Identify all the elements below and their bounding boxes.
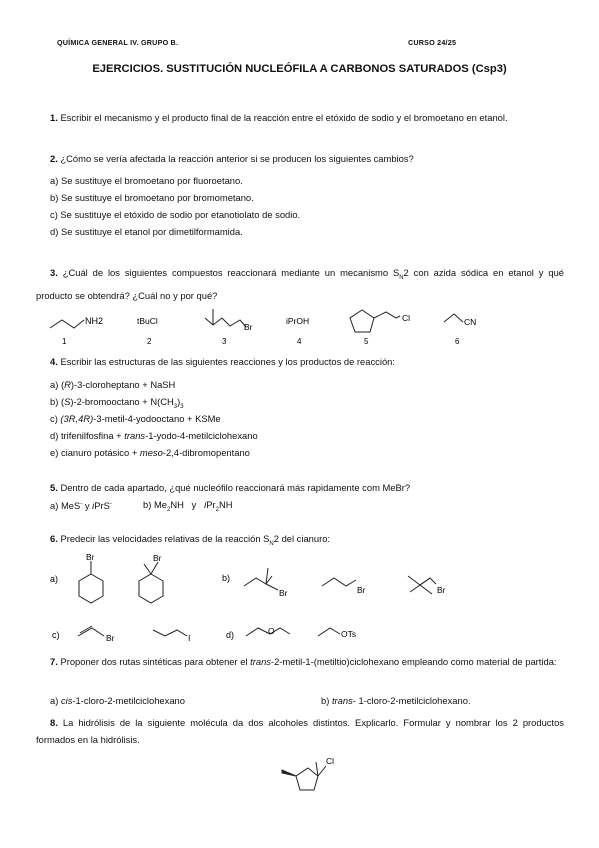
question-5 xyxy=(50,479,410,496)
label-br: Br xyxy=(279,588,288,598)
label-cn: CN xyxy=(464,317,477,327)
list-item: a) (R)-3-cloroheptano + NaSH xyxy=(50,379,176,390)
question-6: 6. Predecir las velocidades relativas de la reacción $S_N2$ del cianuro: xyxy=(50,533,331,547)
label-br: Br xyxy=(244,322,253,332)
question-number: 3. xyxy=(50,267,58,278)
option-label: d) xyxy=(226,630,235,640)
label-br: Br xyxy=(86,552,95,562)
page-title: EJERCICIOS. SUSTITUCIÓN NUCLEÓFILA A CARBONOS SATURADOS (Csp3) xyxy=(92,63,507,75)
question-2 xyxy=(50,150,414,167)
list-item: c) Se sustituye el etóxido de sodio por etanotiolato de sodio. xyxy=(50,209,301,220)
question-text: La hidrólisis de la siguiente molécula da dos alcoholes distintos. Explicarlo. Formular y nombrar los 2 productos formados en la hidrólisis. xyxy=(36,717,564,745)
list-item: a) cis-1-cloro-2-metilciclohexano xyxy=(50,695,185,706)
structure-3-chain xyxy=(205,318,246,327)
structure-tosylate xyxy=(318,628,340,636)
list-item: a) MeS- y iPrS- xyxy=(50,500,112,512)
question-text: Escribir el mecanismo y el producto final de la reacción entre el etóxido de sodio y el bromoetano en etanol. xyxy=(60,112,508,123)
question-number: 4. xyxy=(50,356,58,367)
course-year: CURSO 24/25 xyxy=(408,38,457,47)
bond-methyl xyxy=(316,762,318,776)
question-text: ¿Cómo se vería afectada la reacción anterior si se producen los siguientes cambios? xyxy=(60,153,414,164)
structure-1-chain xyxy=(50,320,84,328)
compound-number: 4 xyxy=(297,337,302,346)
label-br: Br xyxy=(153,553,162,563)
option-label: a) xyxy=(50,574,59,584)
compounds-row-q3 xyxy=(0,300,599,350)
label-i: I xyxy=(188,633,191,643)
option-label: c) xyxy=(52,630,60,640)
structure-iodide xyxy=(153,630,187,636)
question-1 xyxy=(36,109,564,126)
compound-number: 3 xyxy=(222,337,227,346)
list-item: c) (3R,4R)-3-metil-4-yodooctano + KSMe xyxy=(50,413,221,424)
question-8 xyxy=(36,714,564,748)
structure-6-chain xyxy=(444,314,463,322)
wedge-bond xyxy=(282,770,296,776)
structure-propyl-bromide xyxy=(322,578,356,586)
question-number: 7. xyxy=(50,656,58,667)
list-item: e) cianuro potásico + meso-2,4-dibromopentano xyxy=(50,447,250,458)
list-item: b) (S)-2-bromooctano + $N(CH_3)_3$ xyxy=(50,396,184,410)
question-text: Escribir las estructuras de las siguientes reacciones y los productos de reacción: xyxy=(60,356,395,367)
question-number: 2. xyxy=(50,153,58,164)
label-cl: Cl xyxy=(326,756,335,766)
list-item: b) trans- 1-cloro-2-metilciclohexano. xyxy=(321,695,471,706)
label-br: Br xyxy=(357,585,366,595)
structure-methylcyclohexyl-bromide xyxy=(139,574,163,603)
compound-number: 2 xyxy=(147,337,152,346)
compounds-q6 xyxy=(0,548,599,648)
label-nh2: NH2 xyxy=(85,316,104,326)
question-number: 6. xyxy=(50,533,58,544)
label-cl: Cl xyxy=(402,313,411,323)
question-4 xyxy=(50,353,395,370)
structure-cyclohexyl-bromide xyxy=(79,574,103,603)
label-iproh: iPrOH xyxy=(286,316,310,326)
list-item: a) Se sustituye el bromoetano por fluoroetano. xyxy=(50,175,243,186)
list-item: b) Se sustituye el bromoetano por bromometano. xyxy=(50,192,254,203)
question-number: 1. xyxy=(50,112,58,123)
cyclopentane-ring xyxy=(296,768,318,790)
list-item: b) $Me_2NH$ y iPr$_2$NH xyxy=(143,499,233,513)
label-tbucl: tBuCl xyxy=(137,316,158,326)
question-3: 3. ¿Cuál de los siguientes compuestos reaccionará mediante un mecanismo $S_N2$ con azida sódica en etanol y qué producto se obtendrá? ¿Cuál no y por qué? xyxy=(36,267,564,301)
label-br: Br xyxy=(106,633,115,643)
structure-5-ring xyxy=(350,310,374,332)
question-7: 7. Proponer dos rutas sintéticas para obtener el trans-2-metil-1-(metiltio)ciclohexano empleando como material de partida: xyxy=(50,656,557,667)
question-number: 8. xyxy=(50,717,58,728)
compound-number: 1 xyxy=(62,337,67,346)
label-o: O xyxy=(268,626,275,636)
compound-number: 5 xyxy=(364,337,369,346)
structure-cyclopentane xyxy=(270,752,350,802)
question-number: 5. xyxy=(50,482,58,493)
bond-cl xyxy=(318,766,326,776)
question-text: Dentro de cada apartado, ¿qué nucleófilo reaccionará más rapidamente com MeBr? xyxy=(60,482,411,493)
compound-number: 6 xyxy=(455,337,460,346)
label-br: Br xyxy=(437,585,446,595)
list-item: d) trifenilfosfina + trans-1-yodo-4-metilciclohexano xyxy=(50,430,258,441)
structure-5-chain xyxy=(374,312,400,318)
list-item: d) Se sustituye el etanol por dimetilformamida. xyxy=(50,226,243,237)
course-header: QUÍMICA GENERAL IV. GRUPO B. xyxy=(57,38,179,47)
option-label: b) xyxy=(222,573,231,583)
label-ots: OTs xyxy=(341,629,357,639)
